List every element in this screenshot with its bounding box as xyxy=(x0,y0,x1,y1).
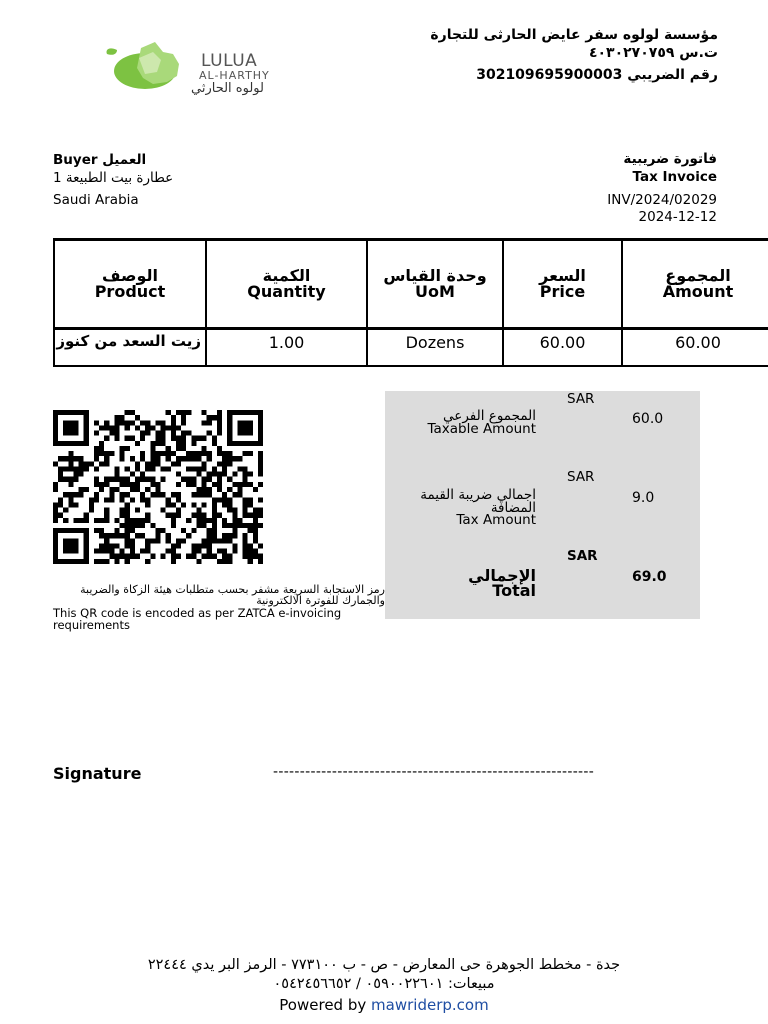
totals-box xyxy=(385,391,700,619)
column-header-uom: وحدة القياس UoM xyxy=(367,240,503,329)
taxable-value: 60.0 xyxy=(632,411,664,427)
commercial-register: ت.س ٤٠٣٠٢٧٠٧٥٩ xyxy=(588,45,718,61)
column-header-quantity: الكمية Quantity xyxy=(206,240,367,329)
tax-value: 9.0 xyxy=(632,490,655,506)
buyer-label: Buyer العميل xyxy=(53,152,147,168)
invoice-date: 2024-12-12 xyxy=(638,209,717,225)
table-header-row xyxy=(54,240,768,329)
invoice-title-en: Tax Invoice xyxy=(632,169,717,185)
signature-line: ------------------------------------------------------------ xyxy=(273,764,595,780)
column-header-product: الوصف Product xyxy=(54,240,206,329)
taxable-label: المجموع الفرعي Taxable Amount xyxy=(427,408,536,437)
column-header-amount: المجموع Amount xyxy=(622,240,768,329)
qr-note-ar: رمز الاستجابة السريعة مشفر بحسب متطلبات هيئة الزكاة والضريبة والجمارك للفوترة الالكترونية xyxy=(80,583,385,607)
invoice-items-table xyxy=(53,238,768,367)
cell-amount: 60.00 xyxy=(622,329,768,367)
taxable-currency: SAR xyxy=(567,391,595,407)
invoice-number: INV/2024/02029 xyxy=(607,192,717,208)
logo-text-en-sub: AL-HARTHY xyxy=(199,69,270,82)
total-label: الإجمالي Total xyxy=(468,566,536,600)
column-header-price: السعر Price xyxy=(503,240,622,329)
tax-label: اجمالي ضريبة القيمة المضافة Tax Amount xyxy=(420,487,536,528)
footer-address: جدة - مخطط الجوهرة حى المعارض - ص - ب ٧٧٣١٠٠ - الرمز البر يدي ٢٢٤٤٤ xyxy=(147,957,621,973)
logo-text-en: LULUA xyxy=(201,51,258,71)
total-value: 69.0 xyxy=(632,569,667,585)
qr-note-en: This QR code is encoded as per ZATCA e-invoicing requirements xyxy=(53,606,342,632)
tax-currency: SAR xyxy=(567,469,595,485)
cell-product: زيت السعد من كنوز xyxy=(54,329,206,367)
footer-powered-by xyxy=(0,996,768,1014)
logo-text-ar: لولوه الحارثي xyxy=(191,81,264,96)
vat-number: رقم الضريبي 302109695900003 xyxy=(476,67,718,83)
powered-by-link[interactable]: mawriderp.com xyxy=(371,996,489,1014)
footer-sales-phones: مبيعات: ٠٥٩٠٠٢٢٦٠١ / ٠٥٤٢٤٥٦٦٥٢ xyxy=(273,976,495,992)
cell-price: 60.00 xyxy=(503,329,622,367)
zatca-qr-code-icon xyxy=(53,410,263,564)
cell-uom: Dozens xyxy=(367,329,503,367)
invoice-title-ar: فاتورة ضريبية xyxy=(623,151,717,167)
signature-label: Signature xyxy=(53,764,142,783)
cell-quantity: 1.00 xyxy=(206,329,367,367)
company-name: مؤسسة لولوه سفر عايض الحارثى للتجارة xyxy=(430,27,718,43)
total-currency: SAR xyxy=(567,548,598,564)
logo-leaf-icon xyxy=(103,38,193,94)
buyer-name: عطارة بيت الطبيعة 1 xyxy=(53,170,174,186)
buyer-country: Saudi Arabia xyxy=(53,192,139,208)
powered-by-label: Powered by xyxy=(279,996,367,1014)
table-row xyxy=(54,329,768,367)
company-logo xyxy=(103,38,283,100)
